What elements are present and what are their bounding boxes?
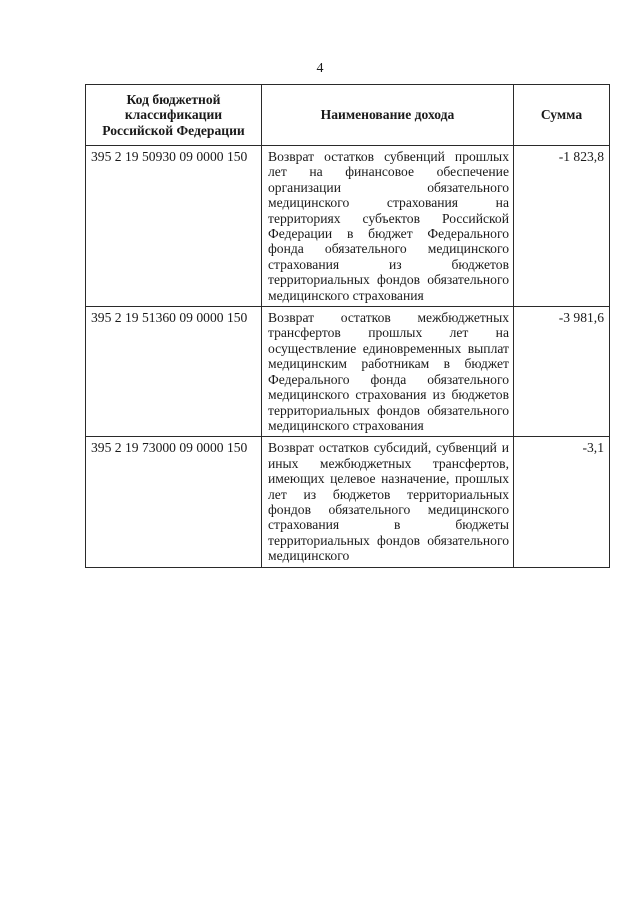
income-table bbox=[85, 84, 610, 568]
table-row bbox=[86, 437, 610, 567]
table-row bbox=[86, 146, 610, 307]
row-code: 395 2 19 50930 09 0000 150 bbox=[86, 146, 262, 307]
header-name: Наименование дохода bbox=[262, 85, 514, 146]
header-amount: Сумма bbox=[514, 85, 610, 146]
row-name: Возврат остатков межбюджетных трансфертов прошлых лет на осуществление единовременных выплат медицинским работникам в бюджет Федерального фонда обязательного медицинского страхования из бюджетов территориальных фондов обязательного медицинского страхования bbox=[262, 307, 514, 437]
row-name: Возврат остатков субсидий, субвенций и иных межбюджетных трансфертов, имеющих целевое назначение, прошлых лет из бюджетов территориальных фондов обязательного медицинского страхования в бюджеты территориальных фондов обязательного медицинского bbox=[262, 437, 514, 567]
table-header-row bbox=[86, 85, 610, 146]
row-code: 395 2 19 73000 09 0000 150 bbox=[86, 437, 262, 567]
table-row bbox=[86, 307, 610, 437]
row-amount: -3 981,6 bbox=[514, 307, 610, 437]
row-amount: -1 823,8 bbox=[514, 146, 610, 307]
row-name: Возврат остатков субвенций прошлых лет на финансовое обеспечение организации обязательного медицинского страхования на территориях субъектов Российской Федерации в бюджет Федерального фонда обязательного медицинского страхования из бюджетов территориальных фондов обязательного медицинского страхования bbox=[262, 146, 514, 307]
row-amount: -3,1 bbox=[514, 437, 610, 567]
header-code: Код бюджетной классификации Российской Федерации bbox=[86, 85, 262, 146]
row-code: 395 2 19 51360 09 0000 150 bbox=[86, 307, 262, 437]
page-number: 4 bbox=[316, 61, 324, 76]
